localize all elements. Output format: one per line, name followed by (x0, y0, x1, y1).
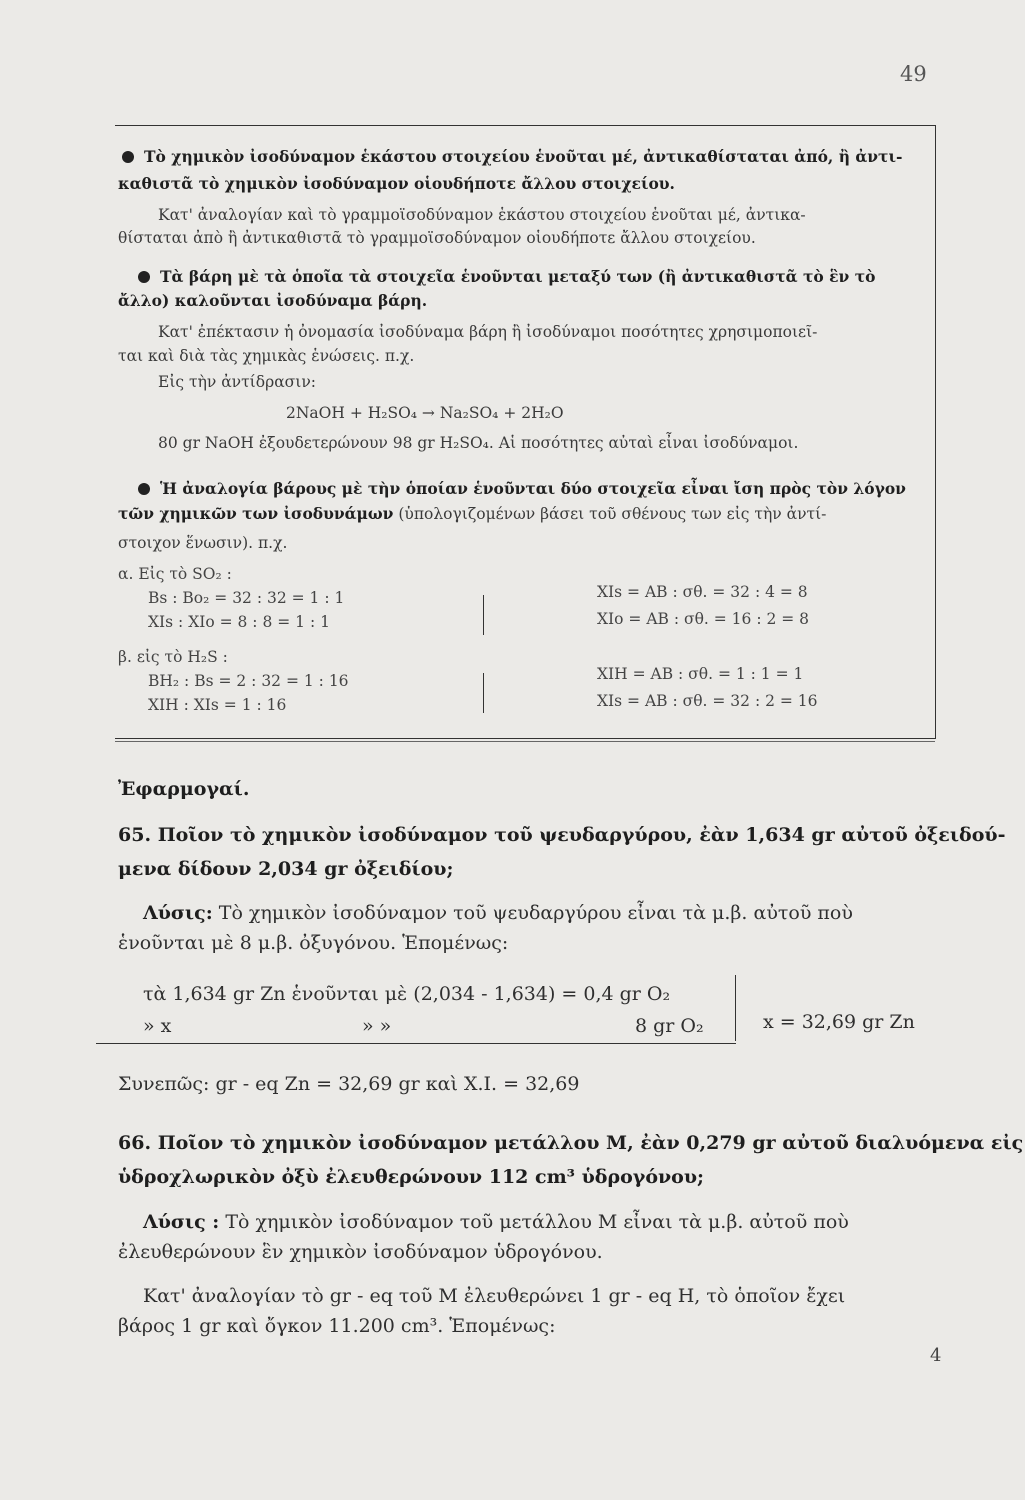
example-b-calc-2: XIs = AB : σθ. = 32 : 2 = 16 (597, 692, 818, 710)
definition-2-line-3: Κατ' ἐπέκτασιν ἡ ὀνομασία ἰσοδύναμα βάρη ἢ ἰσοδύναμοι ποσότητες χρησιμοποιεῖ- (158, 323, 818, 341)
problem-65-number: 65. (118, 824, 152, 846)
box-bottom-rule (115, 741, 935, 742)
problem-65-solution-line-2: ἑνοῦνται μὲ 8 μ.β. ὀξυγόνου. Ἑπομένως: (118, 932, 509, 954)
example-a-ratio-1: Bs : Bo₂ = 32 : 32 = 1 : 1 (148, 589, 345, 607)
example-b-calc-1: XIH = AB : σθ. = 1 : 1 = 1 (597, 665, 804, 683)
example-a-calc-2: XIo = AB : σθ. = 16 : 2 = 8 (597, 610, 810, 628)
definition-2-line-1: Τὰ βάρη μὲ τὰ ὁποῖα τὰ στοιχεῖα ἑνοῦνται μεταξύ των (ἢ ἀντικαθιστᾶ τὸ ἓν τὸ (138, 266, 875, 288)
signature-mark: 4 (930, 1345, 942, 1366)
definition-3-line-1: Ἡ ἀναλογία βάρους μὲ τὴν ὁποίαν ἑνοῦνται δύο στοιχεῖα εἶναι ἴση πρὸς τὸν λόγον (138, 478, 906, 500)
definition-1-line-1: Τὸ χημικὸν ἰσοδύναμον ἑκάστου στοιχείου ἑνοῦται μέ, ἀντικαθίσταται ἀπό, ἢ ἀντι- (122, 146, 902, 168)
example-b-divider (483, 673, 484, 713)
definition-2-line-2: ἄλλο) καλοῦνται ἰσοδύναμα βάρη. (118, 291, 428, 310)
problem-65-calc-line-2-a: » x (143, 1015, 172, 1037)
reaction-equation: 2NaOH + H₂SO₄ → Na₂SO₄ + 2H₂O (286, 404, 564, 422)
example-b-label: β. εἰς τὸ H₂S : (118, 648, 228, 666)
example-a-ratio-2: XIs : XIo = 8 : 8 = 1 : 1 (148, 613, 330, 631)
bullet-icon (138, 483, 150, 495)
example-b-ratio-2: XIH : XIs = 1 : 16 (148, 696, 287, 714)
calc-underline (96, 1043, 736, 1044)
applications-heading: Ἐφαρμογαί. (118, 778, 250, 800)
calc-divider (735, 975, 736, 1041)
problem-66-paragraph-line-2: βάρος 1 gr καὶ ὄγκον 11.200 cm³. Ἑπομένως: (118, 1315, 556, 1337)
example-a-calc-1: XIs = AB : σθ. = 32 : 4 = 8 (597, 583, 808, 601)
example-b-ratio-1: BH₂ : Bs = 2 : 32 = 1 : 16 (148, 672, 349, 690)
problem-65-solution-line-1: Λύσις: Τὸ χημικὸν ἰσοδύναμον τοῦ ψευδαργύρου εἶναι τὰ μ.β. αὐτοῦ ποὺ (143, 902, 853, 924)
definition-1-line-4: θίσταται ἀπὸ ἢ ἀντικαθιστᾶ τὸ γραμμοϊσοδύναμον οἱουδήποτε ἄλλου στοιχείου. (118, 229, 756, 247)
definition-2-line-5: Εἰς τὴν ἀντίδρασιν: (158, 373, 316, 391)
reaction-note: 80 gr NaOH ἐξουδετερώνουν 98 gr H₂SO₄. Αἱ ποσότητες αὐταὶ εἶναι ἰσοδύναμοι. (158, 434, 799, 452)
problem-65-calc-line-2-c: 8 gr O₂ (635, 1015, 704, 1037)
definition-3-line-3: στοιχον ἕνωσιν). π.χ. (118, 534, 288, 552)
problem-65-conclusion: Συνεπῶς: gr - eq Zn = 32,69 gr καὶ X.I. = 32,69 (118, 1073, 580, 1095)
bullet-icon (122, 151, 134, 163)
definition-3-line-2: τῶν χημικῶν των ἰσοδυνάμων (ὑπολογιζομένων βάσει τοῦ σθένους των εἰς τὴν ἀντί- (118, 504, 827, 523)
definition-1-line-3: Κατ' ἀναλογίαν καὶ τὸ γραμμοϊσοδύναμον ἑκάστου στοιχείου ἑνοῦται μέ, ἀντικα- (158, 206, 806, 224)
example-a-label: α. Εἰς τὸ SO₂ : (118, 565, 232, 583)
bullet-icon (138, 271, 150, 283)
problem-65-calc-line-2-b: » » (362, 1015, 392, 1037)
solution-label: Λύσις: (143, 902, 213, 924)
problem-66-line-2: ὑδροχλωρικὸν ὀξὺ ἐλευθερώνουν 112 cm³ ὑδρογόνου; (118, 1166, 705, 1188)
problem-65-calc-line-1: τὰ 1,634 gr Zn ἑνοῦνται μὲ (2,034 - 1,634) = 0,4 gr O₂ (143, 983, 671, 1005)
problem-66-solution-line-1: Λύσις : Τὸ χημικὸν ἰσοδύναμον τοῦ μετάλλου M εἶναι τὰ μ.β. αὐτοῦ ποὺ (143, 1211, 849, 1233)
problem-66-line-1: 66. Ποῖον τὸ χημικὸν ἰσοδύναμον μετάλλου M, ἐὰν 0,279 gr αὐτοῦ διαλυόμενα εἰς (118, 1132, 1024, 1154)
solution-label: Λύσις : (143, 1211, 220, 1233)
problem-66-paragraph-line-1: Κατ' ἀναλογίαν τὸ gr - eq τοῦ M ἐλευθερώνει 1 gr - eq H, τὸ ὁποῖον ἔχει (143, 1285, 846, 1307)
problem-66-solution-line-2: ἐλευθερώνουν ἓν χημικὸν ἰσοδύναμον ὑδρογόνου. (118, 1241, 603, 1263)
definition-2-line-4: ται καὶ διὰ τὰς χημικὰς ἑνώσεις. π.χ. (118, 347, 415, 365)
problem-65-line-1: 65. Ποῖον τὸ χημικὸν ἰσοδύναμον τοῦ ψευδαργύρου, ἐὰν 1,634 gr αὐτοῦ ὀξειδού- (118, 824, 1006, 846)
definition-1-line-2: καθιστᾶ τὸ χημικὸν ἰσοδύναμον οἱουδήποτε ἄλλου στοιχείου. (118, 174, 675, 193)
page-number: 49 (900, 62, 927, 86)
problem-65-line-2: μενα δίδουν 2,034 gr ὀξειδίου; (118, 858, 454, 880)
problem-65-result: x = 32,69 gr Zn (763, 1011, 915, 1033)
example-a-divider (483, 595, 484, 635)
problem-66-number: 66. (118, 1132, 152, 1154)
